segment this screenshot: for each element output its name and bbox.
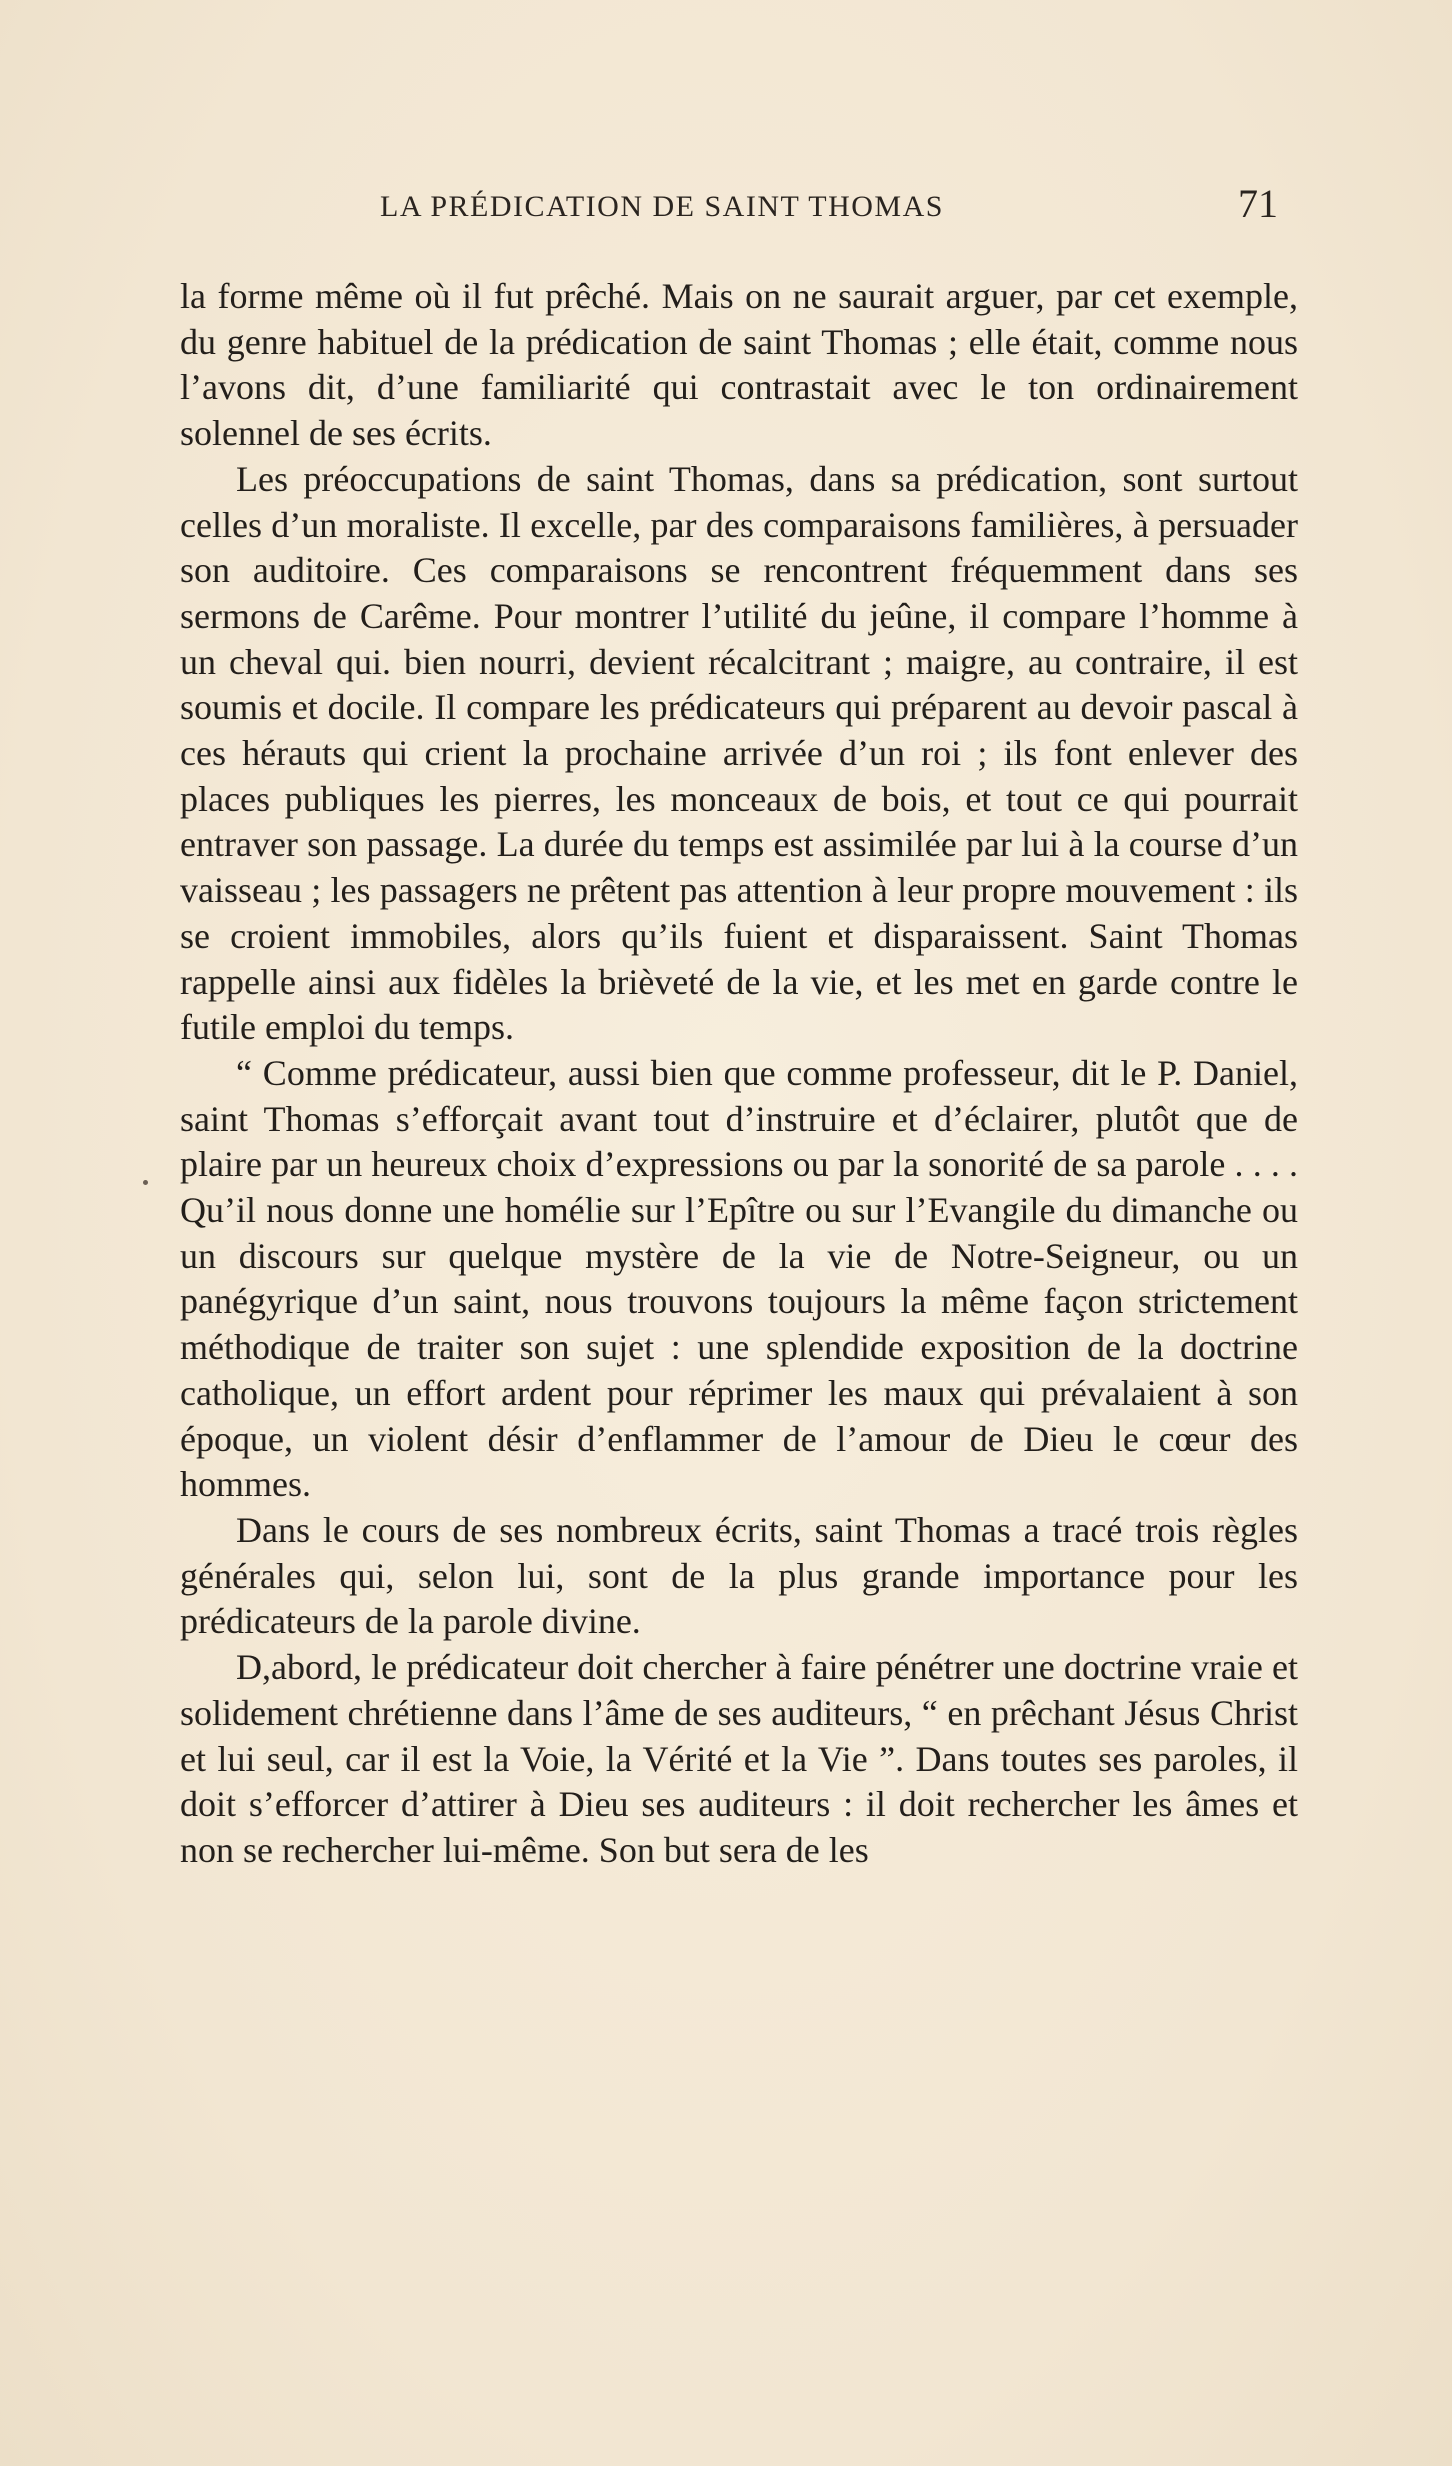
margin-mark: [143, 1180, 148, 1185]
paragraph-4: Dans le cours de ses nombreux écrits, saint Thomas a tracé trois règles générales qui, selon lui, sont de la plus grande importance pour les prédicateurs de la parole divine.: [180, 1509, 1298, 1642]
paragraph-2: Les préoccupations de saint Thomas, dans sa prédication, sont surtout celles d’un moraliste. Il excelle, par des comparaisons familières, à persuader son auditoire. Ces comparaisons se rencontrent fréquemment dans ses sermons de Carême. Pour montrer l’utilité du jeûne, il compare l’homme à un cheval qui. bien nourri, devient récalcitrant ; maigre, au contraire, il est soumis et docile. Il compare les prédicateurs qui préparent au devoir pascal à ces hérauts qui crient la prochaine arrivée d’un roi ; ils font enlever des places publiques les pierres, les monceaux de bois, et tout ce qui pourrait entraver son passage. La durée du temps est assimilée par lui à la course d’un vaisseau ; les passagers ne prêtent pas attention à leur propre mouvement : ils se croient immobiles, alors qu’ils fuient et disparaissent. Saint Thomas rappelle ainsi aux fidèles la brièveté de la vie, et les met en garde contre le futile emploi du temps.: [180, 458, 1298, 1048]
paragraph-5: D,abord, le prédicateur doit chercher à faire pénétrer une doctrine vraie et solidement chrétienne dans l’âme de ses auditeurs, “ en prêchant Jésus Christ et lui seul, car il est la Voie, la Vérité et la Vie ”. Dans toutes ses paroles, il doit s’efforcer d’attirer à Dieu ses auditeurs : il doit rechercher les âmes et non se rechercher lui-même. Son but sera de les: [180, 1647, 1298, 1870]
paragraph-3: “ Comme prédicateur, aussi bien que comme professeur, dit le P. Daniel, saint Thomas s’efforçait avant tout d’instruire et d’éclairer, plutôt que de plaire par un heureux choix d’expressions ou par la sonorité de sa parole . . . . Qu’il nous donne une homélie sur l’Epître ou sur l’Evangile du dimanche ou un discours sur quelque mystère de la vie de Notre-Seigneur, ou un panégyrique d’un saint, nous trouvons toujours la même façon strictement méthodique de traiter son sujet : une splendide exposition de la doctrine catholique, un effort ardent pour réprimer les maux qui prévalaient à son époque, un violent désir d’enflammer de l’amour de Dieu le cœur des hommes.: [180, 1052, 1298, 1505]
body-text: [180, 274, 1298, 1874]
running-head: LA PRÉDICATION DE SAINT THOMAS: [380, 190, 944, 223]
paragraph-1: la forme même où il fut prêché. Mais on ne saurait arguer, par cet exemple, du genre habituel de la prédication de saint Thomas ; elle était, comme nous l’avons dit, d’une familiarité qui contrastait avec le ton ordinairement solennel de ses écrits.: [180, 276, 1298, 454]
page-number: 71: [1238, 181, 1278, 226]
